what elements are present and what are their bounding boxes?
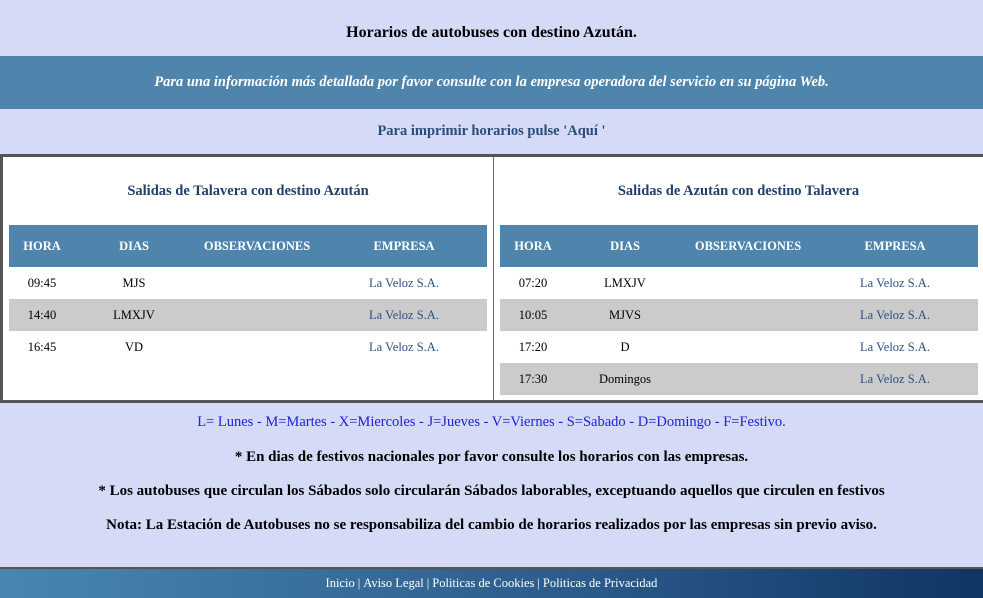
column-header-observaciones: OBSERVACIONES [684,225,812,267]
cell-empresa-link[interactable]: La Veloz S.A. [860,339,930,354]
cell-dias: LMXJV [75,299,193,331]
returns-title: Salidas de Azután con destino Talavera [617,183,860,199]
schedules-frame [0,154,983,403]
column-header-dias: DIAS [75,225,193,267]
column-header-hora: HORA [9,225,75,267]
cell-dias: D [620,339,630,354]
footer-link-aviso-legal[interactable]: Aviso Legal [363,576,424,590]
days-legend: L= Lunes - M=Martes - X=Miercoles - J=Jueves - V=Viernes - S=Sabado - D=Domingo - F=Festivo. [197,414,786,430]
cell-hora: 07:20 [518,275,548,290]
page-title: Horarios de autobuses con destino Azután. [346,24,637,41]
footer-link-cookies[interactable]: Politicas de Cookies [432,576,535,590]
departures-panel [3,157,494,400]
cell-dias: MJVS [566,299,684,331]
returns-panel [494,157,983,400]
cell-empresa-link[interactable]: La Veloz S.A. [321,299,487,331]
column-header-dias: DIAS [566,225,684,267]
cell-empresa-link[interactable]: La Veloz S.A. [369,339,439,354]
footer-link-privacidad[interactable]: Politicas de Privacidad [542,576,658,590]
column-header-empresa: EMPRESA [812,225,978,267]
column-header-observaciones: OBSERVACIONES [193,225,321,267]
cell-hora: 10:05 [500,299,566,331]
cell-observaciones [193,267,321,299]
departures-table [9,225,487,363]
info-banner [0,56,983,109]
cell-hora: 17:30 [500,363,566,395]
cell-observaciones [684,331,812,363]
info-text: Para una información más detallada por favor consulte con la empresa operadora del servicio en su página Web. [154,74,829,90]
cell-dias: MJS [122,275,146,290]
cell-hora: 16:45 [27,339,57,354]
cell-dias: LMXJV [604,275,646,290]
saturday-note: * Los autobuses que circulan los Sábados solo circularán Sábados laborables, exceptuando aquellos que circulen en festivos [98,483,885,499]
table-row [500,363,978,395]
column-header-hora: HORA [500,225,566,267]
cell-dias: VD [124,339,144,354]
departures-title: Salidas de Talavera con destino Azután [127,183,369,199]
print-schedule-link[interactable]: Para imprimir horarios pulse 'Aquí ' [377,123,606,139]
cell-observaciones [684,299,812,331]
cell-hora: 14:40 [9,299,75,331]
table-row [500,331,978,363]
cell-hora: 17:20 [518,339,548,354]
cell-observaciones [193,331,321,363]
holiday-note: * En dias de festivos nacionales por favor consulte los horarios con las empresas. [234,449,749,465]
cell-empresa-link[interactable]: La Veloz S.A. [812,363,978,395]
table-row [500,267,978,299]
cell-observaciones [684,267,812,299]
footer-separator: | [426,576,430,590]
returns-table [500,225,978,395]
cell-empresa-link[interactable]: La Veloz S.A. [369,275,439,290]
table-row [9,331,487,363]
table-row [9,299,487,331]
footer-separator: | [537,576,540,590]
footer [0,567,983,598]
table-row [500,299,978,331]
cell-observaciones [684,363,812,395]
footer-link-inicio[interactable]: Inicio [325,576,355,590]
cell-hora: 09:45 [27,275,57,290]
cell-empresa-link[interactable]: La Veloz S.A. [860,275,930,290]
table-row [9,267,487,299]
cell-empresa-link[interactable]: La Veloz S.A. [812,299,978,331]
column-header-empresa: EMPRESA [321,225,487,267]
cell-dias: Domingos [566,363,684,395]
cell-observaciones [193,299,321,331]
footer-separator: | [357,576,361,590]
disclaimer-note: Nota: La Estación de Autobuses no se responsabiliza del cambio de horarios realizados por las empresas sin previo aviso. [106,517,877,533]
